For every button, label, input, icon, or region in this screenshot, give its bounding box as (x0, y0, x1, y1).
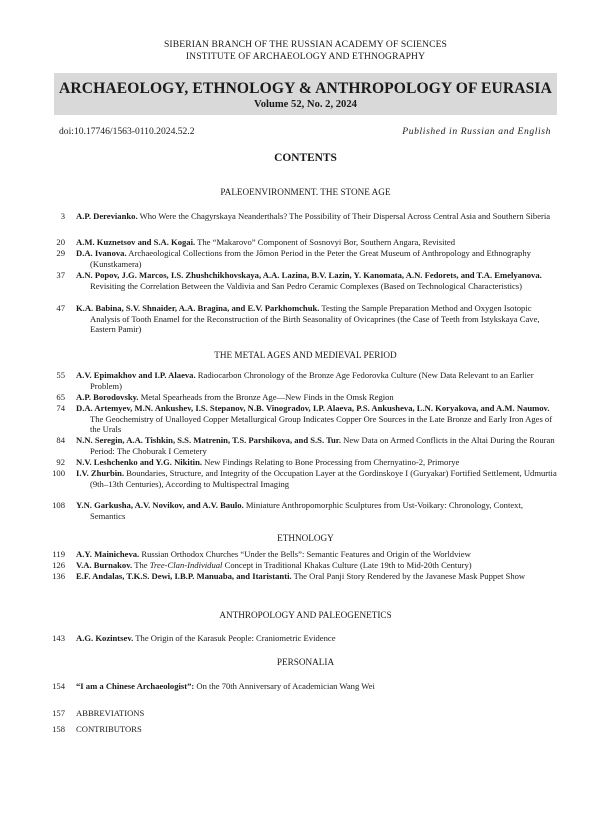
entry-text (76, 370, 558, 391)
entry-title: Metal Spearheads from the Bronze Age—New Finds in the Omsk Region (138, 392, 394, 402)
toc-entry[interactable] (48, 681, 558, 692)
page-number: 154 (52, 681, 65, 691)
entry-authors: N.V. Leshchenko and Y.G. Nikitin. (76, 457, 203, 467)
page-number: 84 (56, 435, 65, 445)
toc-entry[interactable] (48, 724, 558, 735)
entry-authors: A.G. Kozintsev. (76, 633, 134, 643)
page-number: 136 (52, 571, 65, 581)
entry-title-emphasis: Tree-Clan-Individual (149, 560, 223, 570)
entry-authors: “I am a Chinese Archaeologist”: (76, 681, 195, 691)
entry-title: Testing the Sample Preparation Method and Oxygen Isotopic Analysis of Tooth Enamel for the Reconstruction of the Birth Seasonality of Ovicaprines (the Case of Teeth from Istykskaya Cave, Eastern Pamir) (90, 303, 540, 335)
page-number: 65 (56, 392, 65, 402)
entry-authors: E.F. Andalas, T.K.S. Dewi, I.B.P. Manuaba, and Itaristanti. (76, 571, 292, 581)
entry-authors: A.P. Borodovsky. (76, 392, 139, 402)
entry-authors: Y.N. Garkusha, A.V. Novikov, and A.V. Baulo. (76, 500, 244, 510)
toc-entry[interactable] (48, 248, 558, 269)
entry-text (76, 468, 558, 489)
toc-entry[interactable] (48, 560, 558, 571)
entry-text (76, 681, 558, 692)
page-number: 143 (52, 633, 65, 643)
page-number: 20 (56, 237, 65, 247)
entry-title: ABBREVIATIONS (76, 708, 145, 718)
toc-entry[interactable] (48, 211, 558, 222)
entry-text (76, 457, 558, 468)
entry-title: On the 70th Anniversary of Academician Wang Wei (194, 681, 375, 691)
toc-entry[interactable] (48, 303, 558, 335)
entry-title: Revisiting the Correlation Between the Valdivia and San Pedro Ceramic Complexes (Based on Technological Characteristics) (90, 280, 522, 291)
section-heading-personalia: PERSONALIA (276, 657, 335, 667)
page-number: 29 (56, 248, 65, 258)
entry-title: CONTRIBUTORS (76, 724, 142, 734)
doi-label[interactable]: doi:10.17746/1563-0110.2024.52.2 (59, 126, 195, 137)
entry-title: Concept in Traditional Khakas Culture (Late 19th to Mid-20th Century) (222, 560, 472, 570)
entry-text (76, 211, 558, 222)
contents-heading: CONTENTS (274, 152, 337, 164)
entry-text (76, 392, 558, 403)
page-number: 47 (56, 303, 65, 313)
volume-label: Volume 52, No. 2, 2024 (254, 99, 357, 110)
entry-authors: K.A. Babina, S.V. Shnaider, A.A. Bragina, and E.V. Parkhomchuk. (76, 303, 320, 313)
toc-entry[interactable] (48, 370, 558, 391)
organization-line-1: SIBERIAN BRANCH OF THE RUSSIAN ACADEMY OF SCIENCES (164, 39, 447, 50)
entry-text (76, 571, 558, 582)
entry-title-prefix: The (132, 560, 150, 570)
toc-entry[interactable] (48, 457, 558, 468)
page-number: 37 (56, 270, 65, 280)
toc-entry[interactable] (48, 435, 558, 456)
entry-title: New Findings Relating to Bone Processing from Chernyatino-2, Primorye (202, 457, 460, 467)
toc-entry[interactable] (48, 237, 558, 248)
page-number: 108 (52, 500, 65, 510)
toc-entry[interactable] (48, 500, 558, 521)
entry-authors: I.V. Zhurbin. (76, 468, 125, 478)
published-note: Published in Russian and English (402, 126, 551, 137)
entry-text (76, 303, 558, 335)
toc-entry[interactable] (48, 270, 558, 291)
page-number: 92 (56, 457, 65, 467)
entry-text (76, 237, 558, 248)
entry-title: Russian Orthodox Churches “Under the Bells”: Semantic Features and Origin of the Worldview (139, 549, 471, 559)
entry-title: Radiocarbon Chronology of the Bronze Age Fedorovka Culture (New Data Relevant to an Earlier Problem) (90, 370, 534, 391)
entry-authors: D.A. Ivanova. (76, 248, 127, 258)
entry-title: The Oral Panji Story Rendered by the Javanese Mask Puppet Show (291, 571, 526, 581)
entry-authors: V.A. Burnakov. (76, 560, 133, 570)
entry-text (76, 270, 558, 291)
toc-entry[interactable] (48, 571, 558, 582)
entry-text (76, 724, 558, 735)
entry-title: Archaeological Collections from the Jōmon Period in the Peter the Great Museum of Anthropology and Ethnography (Kunstkamera) (90, 248, 531, 269)
entry-authors: N.N. Seregin, A.A. Tishkin, S.S. Matrenin, T.S. Parshikova, and S.S. Tur. (76, 435, 341, 445)
journal-title-band (54, 73, 557, 115)
entry-text (76, 560, 558, 571)
toc-entry[interactable] (48, 468, 558, 489)
entry-authors: A.N. Popov, J.G. Marcos, I.S. Zhushchikhovskaya, A.A. Lazina, B.V. Lazin, Y. Kanomata, A.N. Fedorets, and T.A. Emelyanova. (76, 270, 542, 280)
entry-title: Who Were the Chagyrskaya Neanderthals? The Possibility of Their Dispersal Across Central Asia and Southern Siberia (137, 211, 551, 221)
page-number: 100 (52, 468, 65, 478)
entry-title: New Data on Armed Conflicts in the Altai During the Rouran Period: The Choburak I Cemetery (90, 435, 555, 456)
entry-text (76, 549, 558, 560)
toc-entry[interactable] (48, 549, 558, 560)
entry-text (76, 500, 558, 521)
entry-authors: A.V. Epimakhov and I.P. Alaeva. (76, 370, 196, 380)
entry-text (76, 633, 558, 644)
page-number: 55 (56, 370, 65, 380)
section-heading-metal-ages: THE METAL AGES AND MEDIEVAL PERIOD (214, 350, 397, 360)
section-heading-anthropology: ANTHROPOLOGY AND PALEOGENETICS (219, 610, 392, 620)
entry-authors: A.Y. Mainicheva. (76, 549, 140, 559)
section-heading-paleoenvironment: PALEOENVIRONMENT. THE STONE AGE (220, 187, 391, 197)
entry-authors: D.A. Artemyev, M.N. Ankushev, I.S. Stepanov, N.B. Vinogradov, I.P. Alaeva, P.S. Ankusheva, L.N. Koryakova, and A.M. Naumov. (76, 403, 550, 413)
section-heading-ethnology: ETHNOLOGY (277, 533, 334, 543)
entry-text (76, 403, 558, 435)
toc-entry[interactable] (48, 392, 558, 403)
entry-text (76, 435, 558, 456)
page-number: 3 (60, 211, 65, 221)
toc-entry[interactable] (48, 708, 558, 719)
entry-title: The “Makarovo” Component of Sosnovyi Bor, Southern Angara, Revisited (195, 237, 456, 247)
toc-entry[interactable] (48, 633, 558, 644)
entry-text (76, 708, 558, 719)
organization-line-2: INSTITUTE OF ARCHAEOLOGY AND ETHNOGRAPHY (185, 51, 426, 62)
entry-title: Miniature Anthropomorphic Sculptures from Ust-Voikary: Chronology, Context, Semantics (90, 500, 523, 521)
page-number: 126 (52, 560, 65, 570)
journal-title: ARCHAEOLOGY, ETHNOLOGY & ANTHROPOLOGY OF EURASIA (59, 80, 552, 97)
toc-entry[interactable] (48, 403, 558, 435)
entry-text (76, 248, 558, 269)
entry-title: The Origin of the Karasuk People: Craniometric Evidence (133, 633, 336, 643)
entry-authors: A.M. Kuznetsov and S.A. Kogai. (76, 237, 196, 247)
entry-title: The Geochemistry of Unalloyed Copper Metallurgical Group Indicates Copper Ore Sources in the Late Bronze and Early Iron Ages of the Urals (90, 413, 553, 435)
page-number: 157 (52, 708, 65, 718)
entry-title: Boundaries, Structure, and Integrity of the Occupation Layer at the Gordinskoye I (Guryakar) Fortified Settlement, Udmurtia (9th–13th Centuries), According to Multispectral Imaging (90, 468, 557, 489)
page-number: 119 (52, 549, 65, 559)
page-number: 74 (56, 403, 65, 413)
page-number: 158 (52, 724, 65, 734)
entry-authors: A.P. Derevianko. (76, 211, 138, 221)
